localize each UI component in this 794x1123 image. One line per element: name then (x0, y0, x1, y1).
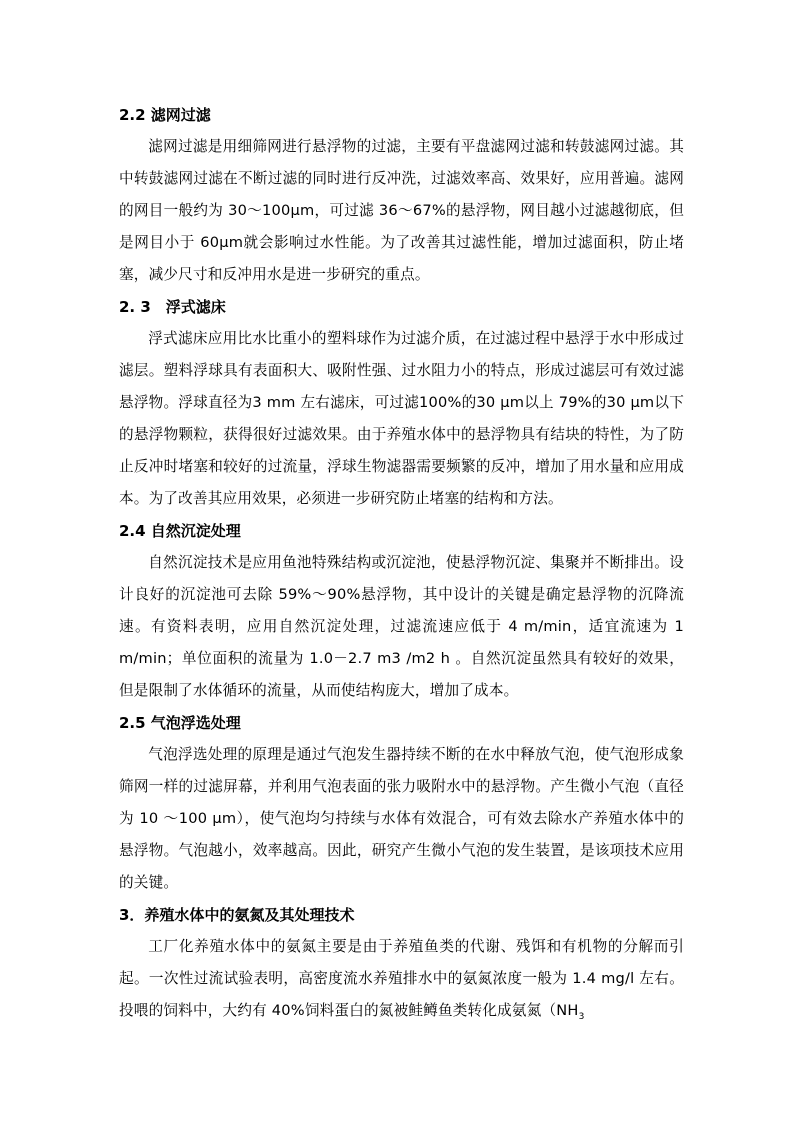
section-heading-2-4: 2.4 自然沉淀处理 (119, 522, 241, 540)
paragraph-text: 工厂化养殖水体中的氨氮主要是由于养殖鱼类的代谢、残饵和有机物的分解而引起。一次性过流试验表明，高密度流水养殖排水中的氨氮浓度一般为 1.4 mg/l 左右。投喂的饲料中，大约有 40%饲料蛋白的氮被鲑鳟鱼类转化成氨氮（NH (119, 938, 684, 1019)
section-paragraph-3 (119, 931, 684, 1027)
section-heading-2-3: 2. 3 浮式滤床 (119, 298, 226, 316)
section-paragraph-2-4: 自然沉淀技术是应用鱼池特殊结构或沉淀池，使悬浮物沉淀、集聚并不断排出。设计良好的沉淀池可去除 59%～90%悬浮物，其中设计的关键是确定悬浮物的沉降流速。有资料表明，应用自然沉淀处理，过滤流速应低于 4 m/min，适宜流速为 1 m/min；单位面积的流量为 1.0－2.7 m3 /m2 h 。自然沉淀虽然具有较好的效果，但是限制了水体循环的流量，从而使结构庞大，增加了成本。 (119, 554, 684, 699)
subscript-text: 3 (578, 1011, 585, 1022)
document-body (119, 99, 684, 1027)
section-heading-2-2: 2.2 滤网过滤 (119, 106, 211, 124)
section-heading-2-5: 2.5 气泡浮选处理 (119, 714, 241, 732)
section-heading-3: 3．养殖水体中的氨氮及其处理技术 (119, 906, 355, 924)
section-paragraph-2-3: 浮式滤床应用比水比重小的塑料球作为过滤介质，在过滤过程中悬浮于水中形成过滤层。塑料浮球具有表面积大、吸附性强、过水阻力小的特点，形成过滤层可有效过滤悬浮物。浮球直径为3 mm 左右滤床，可过滤100%的30 μm以上 79%的30 μm以下的悬浮物颗粒，获得很好过滤效果。由于养殖水体中的悬浮物具有结块的特性，为了防止反冲时堵塞和较好的过流量，浮球生物滤器需要频繁的反冲，增加了用水量和应用成本。为了改善其应用效果，必须进一步研究防止堵塞的结构和方法。 (119, 330, 684, 507)
section-paragraph-2-2: 滤网过滤是用细筛网进行悬浮物的过滤，主要有平盘滤网过滤和转鼓滤网过滤。其中转鼓滤网过滤在不断过滤的同时进行反冲洗，过滤效率高、效果好，应用普遍。滤网的网目一般约为 30～100μm，可过滤 36～67%的悬浮物，网目越小过滤越彻底，但是网目小于 60μm就会影响过水性能。为了改善其过滤性能，增加过滤面积，防止堵塞，减少尺寸和反冲用水是进一步研究的重点。 (119, 138, 684, 283)
section-paragraph-2-5: 气泡浮选处理的原理是通过气泡发生器持续不断的在水中释放气泡，使气泡形成象筛网一样的过滤屏幕，并利用气泡表面的张力吸附水中的悬浮物。产生微小气泡（直径为 10 ～100 μm），使气泡均匀持续与水体有效混合，可有效去除水产养殖水体中的悬浮物。气泡越小，效率越高。因此，研究产生微小气泡的发生装置，是该项技术应用的关键。 (119, 746, 684, 891)
